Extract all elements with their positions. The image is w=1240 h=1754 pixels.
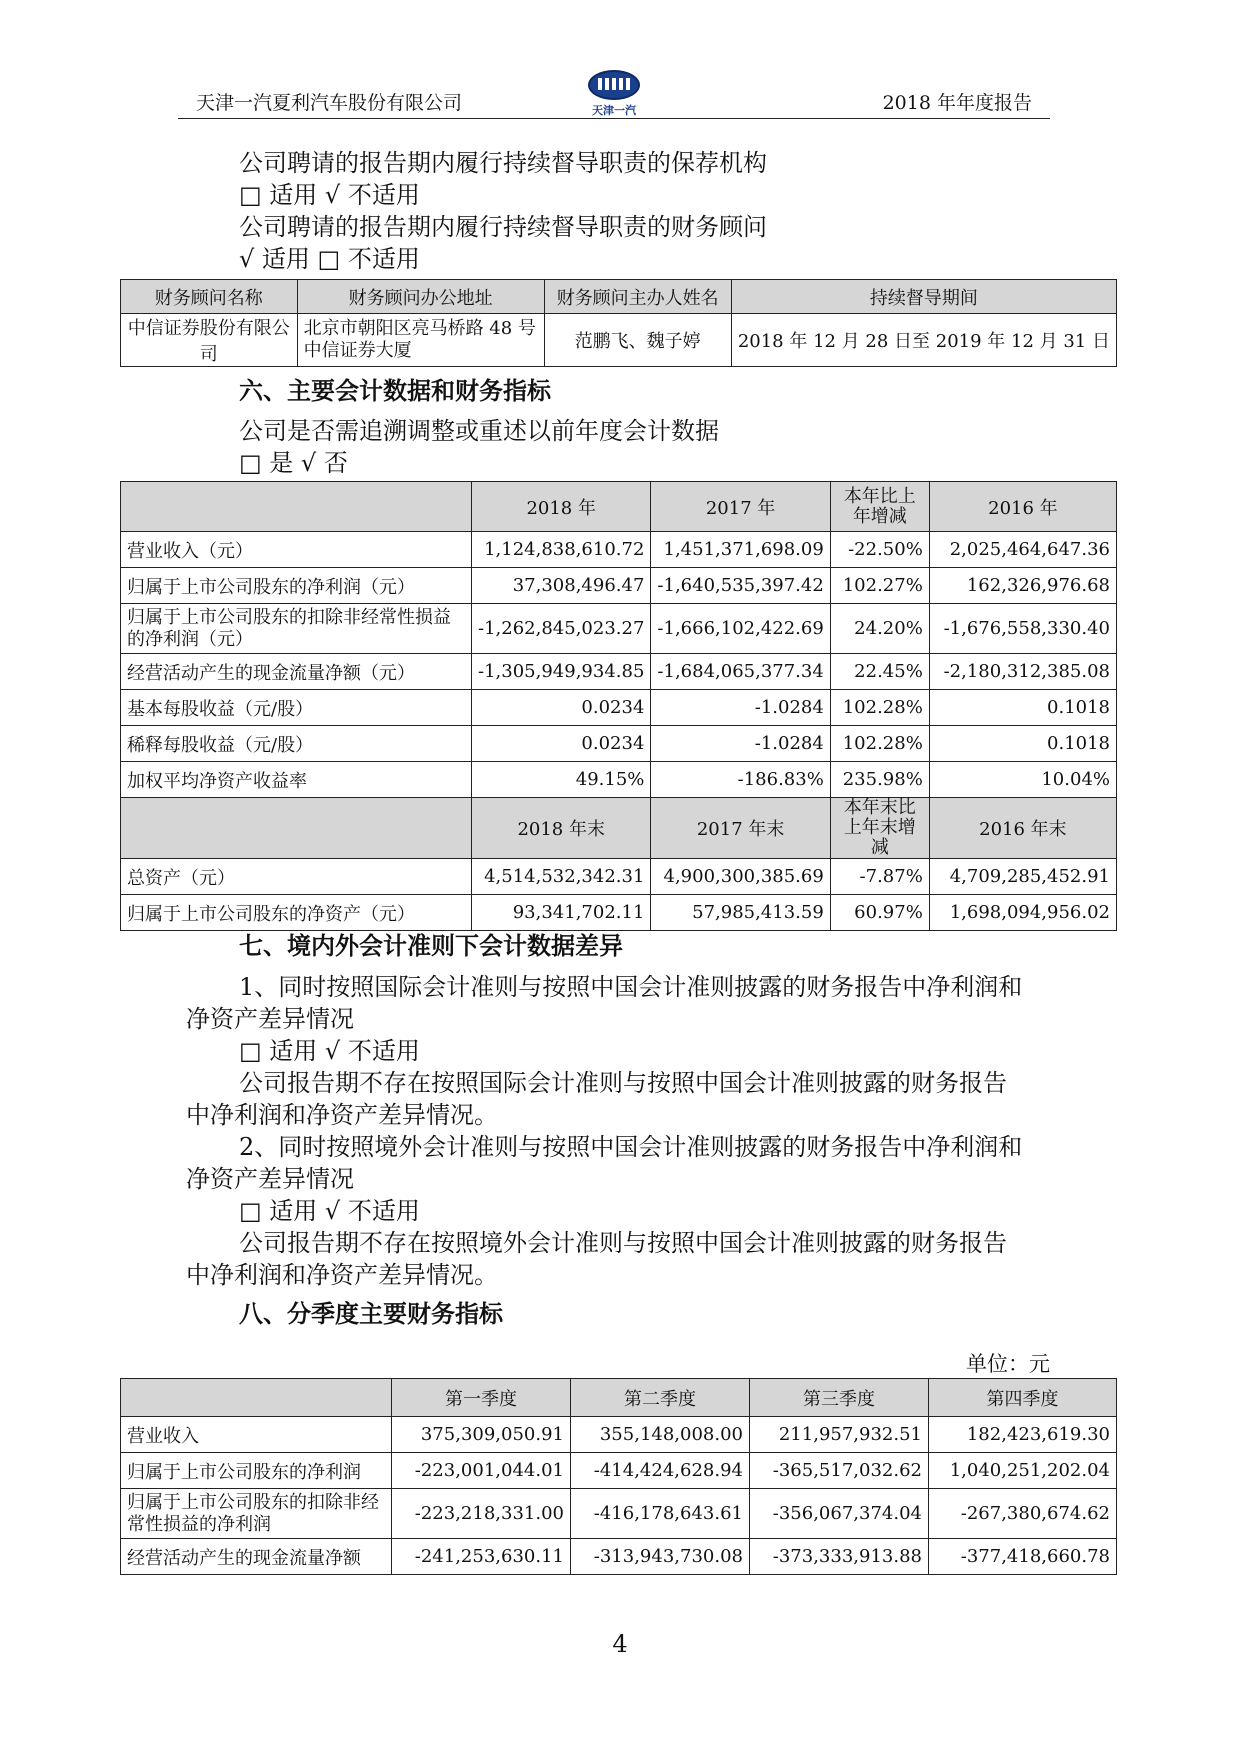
logo-text: 天津一汽: [592, 104, 636, 117]
kf-th: 2018 年末: [472, 798, 651, 859]
unit-label: 单位：元: [966, 1352, 1050, 1376]
q-cell: -356,067,374.04: [750, 1489, 929, 1539]
q-cell: -223,218,331.00: [392, 1489, 571, 1539]
advisor-cell: 范鹏飞、魏子婷: [544, 314, 731, 367]
q-cell: 211,957,932.51: [750, 1417, 929, 1453]
s7-p1b: 净资产差异情况: [186, 1005, 354, 1033]
kf-cell: 2,025,464,647.36: [929, 532, 1116, 568]
kf-cell: -1.0284: [651, 690, 830, 726]
advisor-options: √ 适用 □ 不适用: [239, 245, 420, 273]
kf-row-label: 归属于上市公司股东的净利润（元）: [121, 568, 472, 604]
kf-cell: 0.0234: [472, 726, 651, 762]
kf-cell: 49.15%: [472, 762, 651, 798]
s7-p1a: 1、同时按照国际会计准则与按照中国会计准则披露的财务报告中净利润和: [239, 973, 1023, 1001]
kf-cell: -2,180,312,385.08: [929, 654, 1116, 690]
kf-cell: -1,676,558,330.40: [929, 604, 1116, 654]
kf-cell: 1,698,094,956.02: [929, 895, 1116, 931]
q-cell: 182,423,619.30: [929, 1417, 1117, 1453]
kf-cell: 102.27%: [830, 568, 929, 604]
kf-cell: -7.87%: [830, 859, 929, 895]
kf-cell: 4,900,300,385.69: [651, 859, 830, 895]
advisor-th: 财务顾问主办人姓名: [544, 280, 731, 314]
q-cell: -414,424,628.94: [571, 1453, 750, 1489]
q-th: 第三季度: [750, 1379, 929, 1417]
kf-th: [121, 482, 472, 532]
kf-row-label: 加权平均净资产收益率: [121, 762, 472, 798]
kf-row-label: 稀释每股收益（元/股）: [121, 726, 472, 762]
q-th: 第一季度: [392, 1379, 571, 1417]
header-company: 天津一汽夏利汽车股份有限公司: [196, 92, 463, 114]
advisor-th: 财务顾问名称: [121, 280, 298, 314]
q-cell: 375,309,050.91: [392, 1417, 571, 1453]
kf-cell: 22.45%: [830, 654, 929, 690]
advisor-cell: 北京市朝阳区亮马桥路 48 号中信证券大厦: [297, 314, 544, 367]
header-report-title: 2018 年年度报告: [882, 92, 1032, 114]
kf-row-label: 基本每股收益（元/股）: [121, 690, 472, 726]
q-cell: -377,418,660.78: [929, 1539, 1117, 1575]
kf-cell: -186.83%: [651, 762, 830, 798]
kf-cell: 162,326,976.68: [929, 568, 1116, 604]
sponsor-title: 公司聘请的报告期内履行持续督导职责的保荐机构: [239, 149, 767, 177]
advisor-title: 公司聘请的报告期内履行持续督导职责的财务顾问: [239, 213, 767, 241]
kf-cell: 102.28%: [830, 726, 929, 762]
kf-row-label: 营业收入（元）: [121, 532, 472, 568]
kf-th: 本年末比上年末增减: [830, 798, 929, 859]
s7-opt1: □ 适用 √ 不适用: [239, 1037, 420, 1065]
q-cell: -223,001,044.01: [392, 1453, 571, 1489]
kf-cell: -1,262,845,023.27: [472, 604, 651, 654]
q-cell: -241,253,630.11: [392, 1539, 571, 1575]
advisor-cell: 中信证券股份有限公司: [121, 314, 298, 367]
kf-th: 2017 年: [651, 482, 830, 532]
kf-row-label: 总资产（元）: [121, 859, 472, 895]
s7-opt2: □ 适用 √ 不适用: [239, 1197, 420, 1225]
kf-th: 2016 年: [929, 482, 1116, 532]
q-cell: -365,517,032.62: [750, 1453, 929, 1489]
kf-cell: 235.98%: [830, 762, 929, 798]
kf-cell: 57,985,413.59: [651, 895, 830, 931]
kf-th: 2018 年: [472, 482, 651, 532]
q-cell: -373,333,913.88: [750, 1539, 929, 1575]
q-cell: -267,380,674.62: [929, 1489, 1117, 1539]
kf-cell: 0.1018: [929, 690, 1116, 726]
header-divider: [178, 118, 1050, 119]
kf-cell: 60.97%: [830, 895, 929, 931]
s7-p3b: 净资产差异情况: [186, 1165, 354, 1193]
s7-p4b: 中净利润和净资产差异情况。: [186, 1261, 498, 1289]
q-th: 第四季度: [929, 1379, 1117, 1417]
s7-p4a: 公司报告期不存在按照境外会计准则与按照中国会计准则披露的财务报告: [239, 1229, 1007, 1257]
kf-cell: -22.50%: [830, 532, 929, 568]
q-row-label: 营业收入: [121, 1417, 392, 1453]
q-cell: 355,148,008.00: [571, 1417, 750, 1453]
sponsor-options: □ 适用 √ 不适用: [239, 181, 420, 209]
kf-cell: 10.04%: [929, 762, 1116, 798]
kf-cell: 4,709,285,452.91: [929, 859, 1116, 895]
q-th: 第二季度: [571, 1379, 750, 1417]
kf-th: [121, 798, 472, 859]
kf-cell: 37,308,496.47: [472, 568, 651, 604]
kf-cell: 0.1018: [929, 726, 1116, 762]
kf-cell: 1,124,838,610.72: [472, 532, 651, 568]
q-cell: 1,040,251,202.04: [929, 1453, 1117, 1489]
section-6-title: 六、主要会计数据和财务指标: [239, 376, 551, 405]
q-cell: -313,943,730.08: [571, 1539, 750, 1575]
kf-cell: 0.0234: [472, 690, 651, 726]
advisor-th: 财务顾问办公地址: [297, 280, 544, 314]
kf-row-label: 经营活动产生的现金流量净额（元）: [121, 654, 472, 690]
restate-options: □ 是 √ 否: [239, 449, 348, 477]
kf-th: 2016 年末: [929, 798, 1116, 859]
q-row-label: 归属于上市公司股东的净利润: [121, 1453, 392, 1489]
kf-cell: -1.0284: [651, 726, 830, 762]
kf-cell: 4,514,532,342.31: [472, 859, 651, 895]
faw-logo: [582, 70, 646, 120]
kf-cell: 102.28%: [830, 690, 929, 726]
kf-th: 2017 年末: [651, 798, 830, 859]
restate-question: 公司是否需追溯调整或重述以前年度会计数据: [239, 417, 719, 445]
q-row-label: 归属于上市公司股东的扣除非经常性损益的净利润: [121, 1489, 392, 1539]
advisor-cell: 2018 年 12 月 28 日至 2019 年 12 月 31 日: [731, 314, 1116, 367]
kf-cell: 24.20%: [830, 604, 929, 654]
kf-cell: -1,640,535,397.42: [651, 568, 830, 604]
key-financials-table: [120, 481, 1117, 931]
kf-cell: 93,341,702.11: [472, 895, 651, 931]
kf-row-label: 归属于上市公司股东的净资产（元）: [121, 895, 472, 931]
s7-p2a: 公司报告期不存在按照国际会计准则与按照中国会计准则披露的财务报告: [239, 1069, 1007, 1097]
section-7-title: 七、境内外会计准则下会计数据差异: [239, 931, 623, 960]
advisor-th: 持续督导期间: [731, 280, 1116, 314]
page-number: 4: [612, 1630, 628, 1658]
kf-th: 本年比上年增减: [830, 482, 929, 532]
s7-p2b: 中净利润和净资产差异情况。: [186, 1101, 498, 1129]
page-header: [178, 74, 1050, 124]
kf-cell: -1,305,949,934.85: [472, 654, 651, 690]
q-row-label: 经营活动产生的现金流量净额: [121, 1539, 392, 1575]
s7-p3a: 2、同时按照境外会计准则与按照中国会计准则披露的财务报告中净利润和: [239, 1133, 1023, 1161]
quarterly-table: [120, 1378, 1117, 1575]
section-8-title: 八、分季度主要财务指标: [239, 1299, 503, 1328]
q-cell: -416,178,643.61: [571, 1489, 750, 1539]
kf-cell: -1,684,065,377.34: [651, 654, 830, 690]
q-th: [121, 1379, 392, 1417]
kf-row-label: 归属于上市公司股东的扣除非经常性损益的净利润（元）: [121, 604, 472, 654]
advisor-table: [120, 279, 1117, 367]
kf-cell: 1,451,371,698.09: [651, 532, 830, 568]
kf-cell: -1,666,102,422.69: [651, 604, 830, 654]
